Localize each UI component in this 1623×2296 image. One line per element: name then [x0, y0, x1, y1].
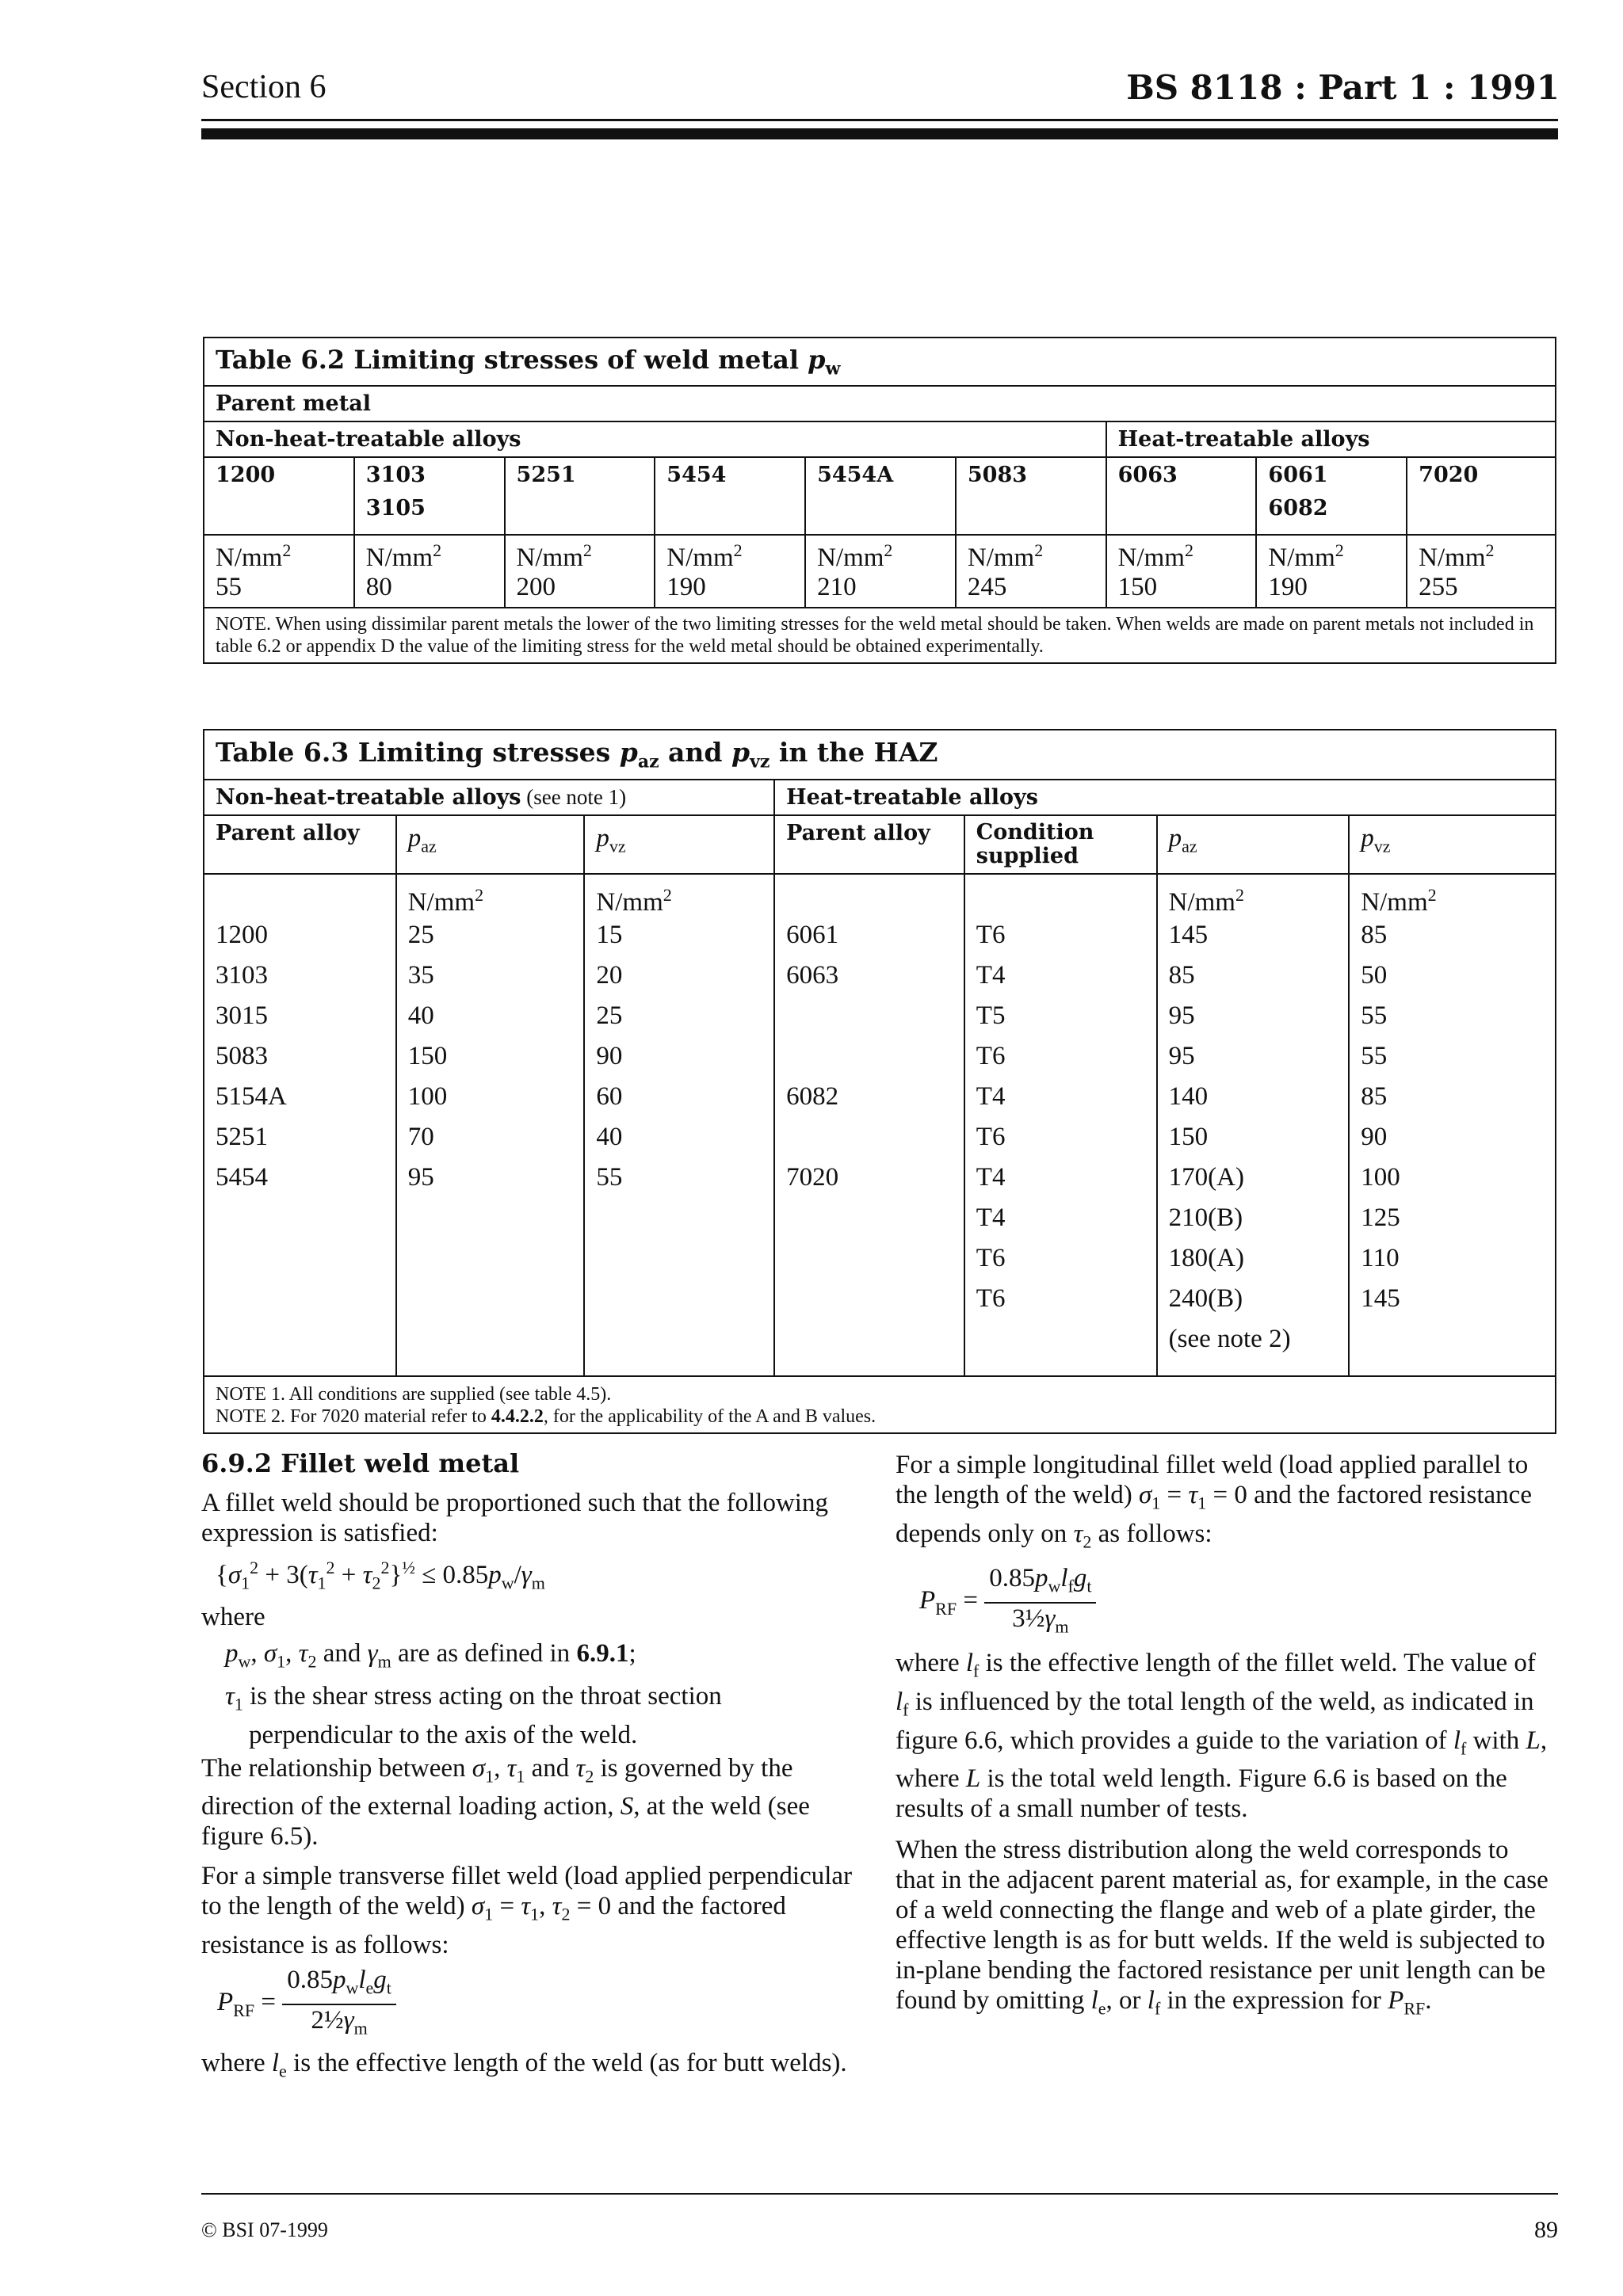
parent-metal-header: Parent metal: [204, 386, 1556, 421]
table-cell-value: 3103: [216, 960, 268, 990]
alloy-code: 5454: [666, 463, 727, 488]
table-cell-value: [786, 996, 964, 1036]
alloy-cell: [1407, 457, 1556, 535]
table-cell-value: 5454: [216, 1162, 268, 1192]
table-cell-value: 85: [1361, 1081, 1388, 1111]
stress-value: 190: [1256, 573, 1407, 608]
unit-label: $N/mm^2$: [1168, 884, 1244, 917]
table-cell-value: 20: [596, 960, 623, 990]
table-cell-value: 25: [596, 1001, 623, 1030]
table-cell-value: 55: [596, 1162, 623, 1192]
alloy-row: [204, 457, 1556, 535]
paragraph: For a simple transverse fillet weld (load applied perpendicular to the length of the weld) $\sigma_1 = \tau_1$, $\tau_2 = 0$ and the factored resistance is as follows:: [201, 1862, 853, 1959]
unit-label: $N/mm^2$: [596, 884, 672, 917]
alloy-cell: [354, 457, 505, 535]
paragraph: A fillet weld should be proportioned such that the following expression is satisfied:: [201, 1489, 828, 1547]
table-cell-value: 5251: [216, 1122, 268, 1151]
paragraph: When the stress distribution along the weld corresponds to that in the adjacent parent material as, for example, in the case of a weld connecting the flange and web of a plate girder, the effective length is as for butt welds. If the weld is subjected to in-plane bending the factored resistance per unit length can be found by omitting $l_e$, or $l_f$ in the expression for $P_{RF}$.: [896, 1836, 1549, 2019]
page-number: 89: [1534, 2217, 1558, 2243]
alloy-cell: [505, 457, 655, 535]
table-cell-value: 25: [407, 920, 434, 949]
table-6-3: [203, 729, 1556, 1434]
col-pvz-heat: $p_{vz}$: [1349, 815, 1556, 874]
equation-3: $P_{RF}$ = $\frac{0.85p_wl_fg_t}{3\frac{1}{2}\gamma_m}$: [919, 1563, 1553, 1642]
table-cell-value: 50: [1361, 960, 1388, 990]
unit-label: $N/mm^2$: [407, 884, 484, 917]
unit-label: [786, 875, 964, 915]
table-cell-value: 210(B): [1168, 1203, 1243, 1232]
table-cell-value: T6: [976, 1041, 1006, 1070]
table-cell-value: 60: [596, 1081, 623, 1111]
table-cell-value: [786, 1117, 964, 1158]
stress-value: 150: [1106, 573, 1257, 608]
table-cell-value: 5083: [216, 1041, 268, 1070]
equation-2: $P_{RF}$ = $\frac{0.85p_wl_eg_t}{2\frac{1}{2}\gamma_m}$: [217, 1965, 859, 2043]
table-cell-value: 95: [1168, 1001, 1195, 1030]
table-cell-value: 40: [407, 1001, 434, 1030]
table-cell-value: 55: [1361, 1001, 1388, 1030]
stress-value: 245: [956, 573, 1106, 608]
alloy-code: 6061: [1268, 463, 1328, 488]
stress-value: 80: [354, 573, 505, 608]
table-cell-value: 70: [407, 1122, 434, 1151]
table-cell-value: T5: [976, 1001, 1006, 1030]
table-cell-value: 110: [1361, 1243, 1400, 1272]
heat-treatable-header: Heat-treatable alloys: [774, 780, 1556, 815]
unit-label: [216, 875, 395, 915]
table-cell-value: 100: [407, 1081, 448, 1111]
alloy-code: 5251: [516, 463, 576, 488]
alloy-cell: [956, 457, 1106, 535]
header-rule-thick: [201, 128, 1558, 139]
table-cell-value: 90: [596, 1041, 623, 1070]
paragraph: The relationship between $\sigma_1$, $\tau_1$ and $\tau_2$ is governed by the direction of the external loading action, S, at the weld (see figure 6.5).: [201, 1753, 810, 1852]
table-cell-value: 40: [596, 1122, 623, 1151]
table-cell-value: 3015: [216, 1001, 268, 1030]
table-cell-value: 145: [1361, 1283, 1400, 1313]
table-cell-value: 6063: [786, 960, 839, 990]
running-header-standard: BS 8118 : Part 1 : 1991: [1126, 68, 1560, 107]
table-6-2-caption: Table 6.2 Limiting stresses of weld metal $p_w$: [204, 338, 1556, 386]
right-pvz-column: [1349, 874, 1556, 1376]
alloy-code: 6063: [1117, 463, 1178, 488]
table-cell-value: 90: [1361, 1122, 1388, 1151]
table-cell-value: 180(A): [1168, 1243, 1244, 1272]
left-paz-column: [396, 874, 585, 1376]
paragraph: For a simple longitudinal fillet weld (load applied parallel to the length of the weld) $\sigma_1 = \tau_1 = 0$ and the factored resistance depends only on $\tau_2$ as follows:: [896, 1451, 1532, 1552]
left-pvz-column: [584, 874, 774, 1376]
heat-treatable-header: Heat-treatable alloys: [1106, 421, 1556, 457]
table-cell-value: 145: [1168, 920, 1209, 949]
unit-cell: $N/mm^2$: [1407, 535, 1556, 573]
running-header-section: Section 6: [201, 69, 327, 105]
col-parent-alloy: Parent alloy: [204, 815, 396, 874]
definition-2: $\tau_1$ is the shear stress acting on the throat section perpendicular to the axis of the weld.: [225, 1682, 722, 1749]
paragraph: where $l_f$ is the effective length of the fillet weld. The value of $l_f$ is influenced by the total length of the weld, as indicated in figure 6.6, which provides a guide to the variation of $l_f$ with L, where L is the total weld length. Figure 6.6 is based on the results of a small number of tests.: [896, 1649, 1548, 1824]
note-2: NOTE 2. For 7020 material refer to 4.4.2.2, for the applicability of the A and B values.: [216, 1405, 876, 1427]
header-rule-thin: [201, 119, 1558, 121]
table-6-3-body: [204, 874, 1556, 1376]
table-cell-value: 170(A): [1168, 1162, 1244, 1192]
table-cell-value: 85: [1361, 920, 1388, 949]
table-cell-value: 150: [1168, 1122, 1209, 1151]
col-paz-heat: $p_{az}$: [1157, 815, 1350, 874]
table-6-3-notes: [204, 1376, 1556, 1433]
table-cell-value: 100: [1361, 1162, 1400, 1192]
col-condition-supplied: Condition supplied: [964, 815, 1157, 874]
unit-cell: $N/mm^2$: [204, 535, 354, 573]
col-parent-alloy-heat: Parent alloy: [774, 815, 964, 874]
table-cell-value: 85: [1168, 960, 1195, 990]
unit-cell: $N/mm^2$: [354, 535, 505, 573]
note-1: NOTE 1. All conditions are supplied (see table 4.5).: [216, 1383, 612, 1405]
table-6-2: [203, 337, 1556, 664]
table-cell-value: 150: [407, 1041, 448, 1070]
table-cell-value: [1361, 1319, 1555, 1360]
footer-copyright: © BSI 07-1999: [201, 2218, 328, 2241]
stress-value: 210: [805, 573, 956, 608]
alloy-code: 7020: [1419, 463, 1479, 488]
table-cell-value: T4: [976, 1162, 1006, 1192]
definition-1: $p_w$, $\sigma_1$, $\tau_2$ and $\gamma_m$ are as defined in 6.9.1;: [225, 1638, 636, 1672]
where-label: where: [201, 1602, 265, 1631]
right-text-column: [896, 1450, 1553, 2024]
unit-cell: $N/mm^2$: [1106, 535, 1257, 573]
unit-label: $N/mm^2$: [1361, 884, 1437, 917]
table-cell-value: [786, 1238, 964, 1279]
table-cell-value: [786, 1036, 964, 1077]
table-cell-value: 7020: [786, 1162, 839, 1192]
table-cell-value: 140: [1168, 1081, 1209, 1111]
alloy-code-alt: 6082: [1268, 496, 1328, 521]
non-heat-treatable-header: Non-heat-treatable alloys: [204, 421, 1106, 457]
table-cell-value: T6: [976, 920, 1006, 949]
table-cell-value: [786, 1279, 964, 1319]
alloy-cell: [1106, 457, 1257, 535]
alloy-code: 5454A: [817, 463, 894, 488]
right-condition-column: [964, 874, 1157, 1376]
table-cell-value: 35: [407, 960, 434, 990]
footer-rule: [201, 2193, 1558, 2195]
section-title: 6.9.2 Fillet weld metal: [201, 1448, 520, 1478]
alloy-code: 3103: [365, 463, 426, 488]
table-cell-value: [976, 1319, 1156, 1360]
alloy-code-alt: 3105: [365, 496, 426, 521]
table-cell-value: 1200: [216, 920, 268, 949]
table-cell-value: T6: [976, 1122, 1006, 1151]
alloy-code: 5083: [967, 463, 1028, 488]
stress-value: 190: [655, 573, 805, 608]
stress-value: 55: [204, 573, 354, 608]
table-cell-value: T6: [976, 1283, 1006, 1313]
left-text-column: [201, 1448, 859, 2087]
table-cell-value: [786, 1319, 964, 1360]
value-row: [204, 573, 1556, 608]
paragraph: where $l_e$ is the effective length of the weld (as for butt welds).: [201, 2049, 847, 2081]
alloy-cell: [805, 457, 956, 535]
col-pvz: $p_{vz}$: [584, 815, 774, 874]
stress-value: 200: [505, 573, 655, 608]
table-cell-value: T4: [976, 960, 1006, 990]
col-paz: $p_{az}$: [396, 815, 585, 874]
table-cell-value: 55: [1361, 1041, 1388, 1070]
equation-1: {$\sigma_1^2 + 3(\tau_1^2 + \tau_2^2\}^{\frac{1}{2}} \le 0.85p_w/\gamma_m$: [216, 1558, 545, 1593]
table-cell-value: 6061: [786, 920, 839, 949]
table-cell-value: T4: [976, 1203, 1006, 1232]
unit-label: [976, 875, 1156, 915]
table-cell-value: 15: [596, 920, 623, 949]
table-cell-value: 95: [1168, 1041, 1195, 1070]
unit-cell: $N/mm^2$: [805, 535, 956, 573]
table-6-3-caption: Table 6.3 Limiting stresses $p_{az}$ and $p_{vz}$ in the HAZ: [204, 730, 1556, 780]
alloy-cell: [204, 457, 354, 535]
table-cell-value: (see note 2): [1168, 1324, 1291, 1353]
unit-row: [204, 535, 1556, 573]
right-paz-column: [1157, 874, 1350, 1376]
unit-cell: $N/mm^2$: [505, 535, 655, 573]
unit-cell: $N/mm^2$: [1256, 535, 1407, 573]
unit-cell: $N/mm^2$: [956, 535, 1106, 573]
unit-cell: $N/mm^2$: [655, 535, 805, 573]
table-cell-value: T6: [976, 1243, 1006, 1272]
alloy-cell: [655, 457, 805, 535]
alloy-cell: [1256, 457, 1407, 535]
left-alloy-column: [204, 874, 396, 1376]
table-6-2-note: NOTE. When using dissimilar parent metals the lower of the two limiting stresses for the weld metal should be taken. When welds are made on parent metals not included in table 6.2 or appendix D the value of the limiting stress for the weld metal should be obtained experimentally.: [204, 608, 1556, 663]
table-cell-value: 125: [1361, 1203, 1400, 1232]
table-cell-value: [786, 1198, 964, 1238]
table-cell-value: 5154A: [216, 1081, 287, 1111]
table-cell-value: 95: [407, 1162, 434, 1192]
table-cell-value: 240(B): [1168, 1283, 1243, 1313]
non-heat-treatable-header: Non-heat-treatable alloys (see note 1): [204, 780, 774, 815]
table-cell-value: 6082: [786, 1081, 839, 1111]
stress-value: 255: [1407, 573, 1556, 608]
table-cell-value: T4: [976, 1081, 1006, 1111]
alloy-code: 1200: [216, 463, 276, 488]
right-alloy-column: [774, 874, 964, 1376]
